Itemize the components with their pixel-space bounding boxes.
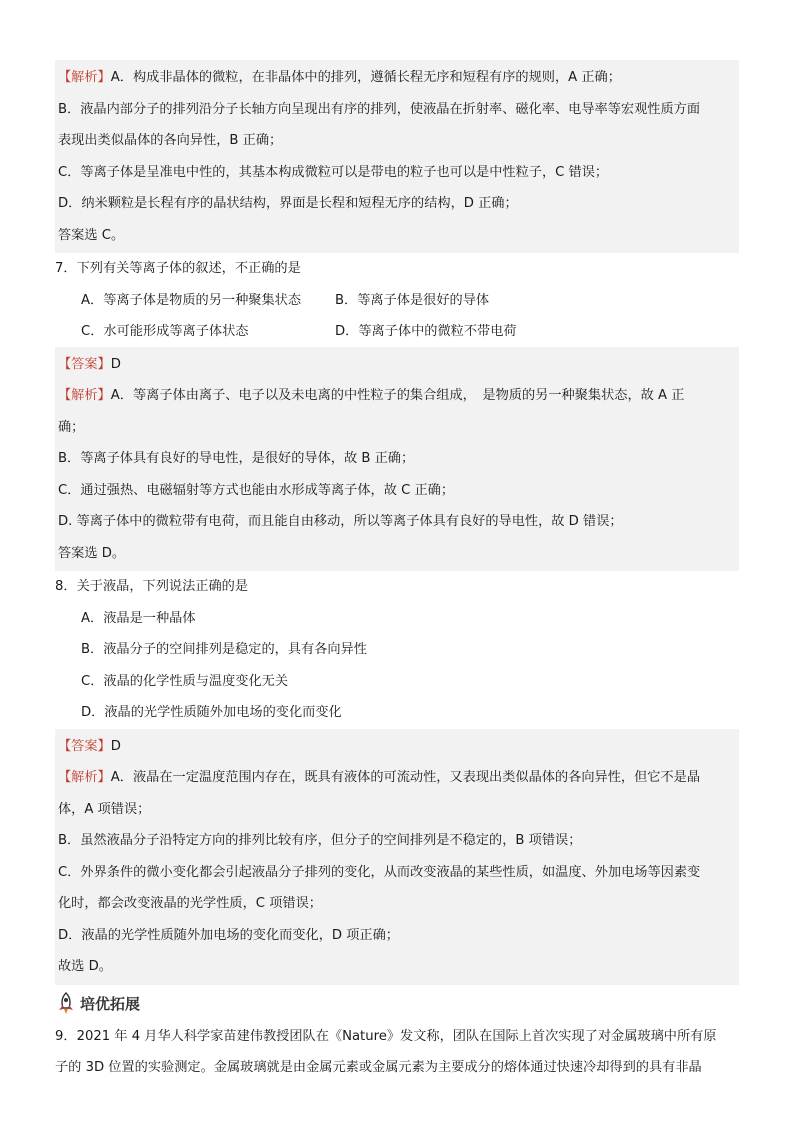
analysis-line: D. 等离子体中的微粒带有电荷，而且能自由移动，所以等离子体具有良好的导电性，故 D 错误； xyxy=(58,514,623,529)
analysis-line: D．纳米颗粒是长程有序的晶状结构，界面是长程和短程无序的结构，D 正确； xyxy=(58,196,518,211)
analysis-box-q6 xyxy=(55,60,739,253)
analysis-line: 化时，都会改变液晶的光学性质，C 项错误； xyxy=(58,896,322,911)
analysis-line: 【解析】A．等离子体由离子、电子以及未电离的中性粒子的集合组成， 是物质的另一种聚集状态，故 A 正 xyxy=(58,388,685,403)
rocket-icon xyxy=(55,992,77,1016)
analysis-line: 体，A 项错误； xyxy=(58,801,151,817)
section-header xyxy=(55,987,739,1021)
analysis-line: D．液晶的光学性质随外加电场的变化而变化，D 项正确； xyxy=(58,927,399,943)
analysis-line: 【解析】A．液晶在一定温度范围内存在，既具有液体的可流动性，又表现出类似晶体的各向异性，但它不是晶 xyxy=(58,770,701,785)
q8-option-a: A．液晶是一种晶体 xyxy=(81,610,196,626)
q7-answer: 【答案】D xyxy=(58,356,121,372)
question-9-line: 9．2021 年 4 月华人科学家苗建伟教授团队在《Nature》发文称，团队在国际上首次实现了对金属玻璃中所有原 xyxy=(55,1028,717,1044)
q7-option-b: B．等离子体是很好的导体 xyxy=(335,292,490,308)
analysis-line: B．虽然液晶分子沿特定方向的排列比较有序，但分子的空间排列是不稳定的，B 项错误； xyxy=(58,833,582,848)
q7-option-a: A．等离子体是物质的另一种聚集状态 xyxy=(81,292,302,308)
analysis-conclusion: 答案选 C。 xyxy=(58,227,125,243)
q7-option-c: C．水可能形成等离子体状态 xyxy=(81,323,249,339)
answer-box-q7 xyxy=(55,347,739,572)
analysis-line: 确； xyxy=(58,419,85,435)
q8-option-c: C．液晶的化学性质与温度变化无关 xyxy=(81,673,289,689)
analysis-line: 表现出类似晶体的各向异性，B 正确； xyxy=(58,133,283,148)
analysis-line: C．等离子体是呈准电中性的，其基本构成微粒可以是带电的粒子也可以是中性粒子，C 错误； xyxy=(58,164,609,180)
analysis-line: B．等离子体具有良好的导电性，是很好的导体，故 B 正确； xyxy=(58,451,415,466)
q8-option-d: D．液晶的光学性质随外加电场的变化而变化 xyxy=(81,705,342,720)
analysis-line: C．外界条件的微小变化都会引起液晶分子排列的变化，从而改变液晶的某些性质，如温度、外加电场等因素变 xyxy=(58,864,701,880)
q8-option-b: B．液晶分子的空间排列是稳定的，具有各向异性 xyxy=(81,642,367,657)
answer-box-q8 xyxy=(55,729,739,985)
question-7-options xyxy=(81,285,739,347)
section-title: 培优拓展 xyxy=(80,995,141,1013)
question-8-stem: 8．关于液晶，下列说法正确的是 xyxy=(55,579,249,594)
analysis-conclusion: 故选 D。 xyxy=(58,959,112,974)
analysis-line: C．通过强热、电磁辐射等方式也能由水形成等离子体，故 C 正确； xyxy=(58,482,455,498)
question-9-line: 子的 3D 位置的实验测定。金属玻璃就是由金属元素或金属元素为主要成分的熔体通过快速冷却得到的具有非晶 xyxy=(55,1060,702,1075)
question-7-stem: 7．下列有关等离子体的叙述，不正确的是 xyxy=(55,261,301,276)
analysis-line: 【解析】A．构成非晶体的微粒，在非晶体中的排列，遵循长程无序和短程有序的规则，A 正确； xyxy=(58,70,621,85)
q8-answer: 【答案】D xyxy=(58,738,121,754)
document-page xyxy=(55,60,739,1084)
analysis-conclusion: 答案选 D。 xyxy=(58,545,126,561)
analysis-line: B．液晶内部分子的排列沿分子长轴方向呈现出有序的排列，使液晶在折射率、磁化率、电导率等宏观性质方面 xyxy=(58,101,701,117)
q7-option-d: D．等离子体中的微粒不带电荷 xyxy=(335,323,517,339)
